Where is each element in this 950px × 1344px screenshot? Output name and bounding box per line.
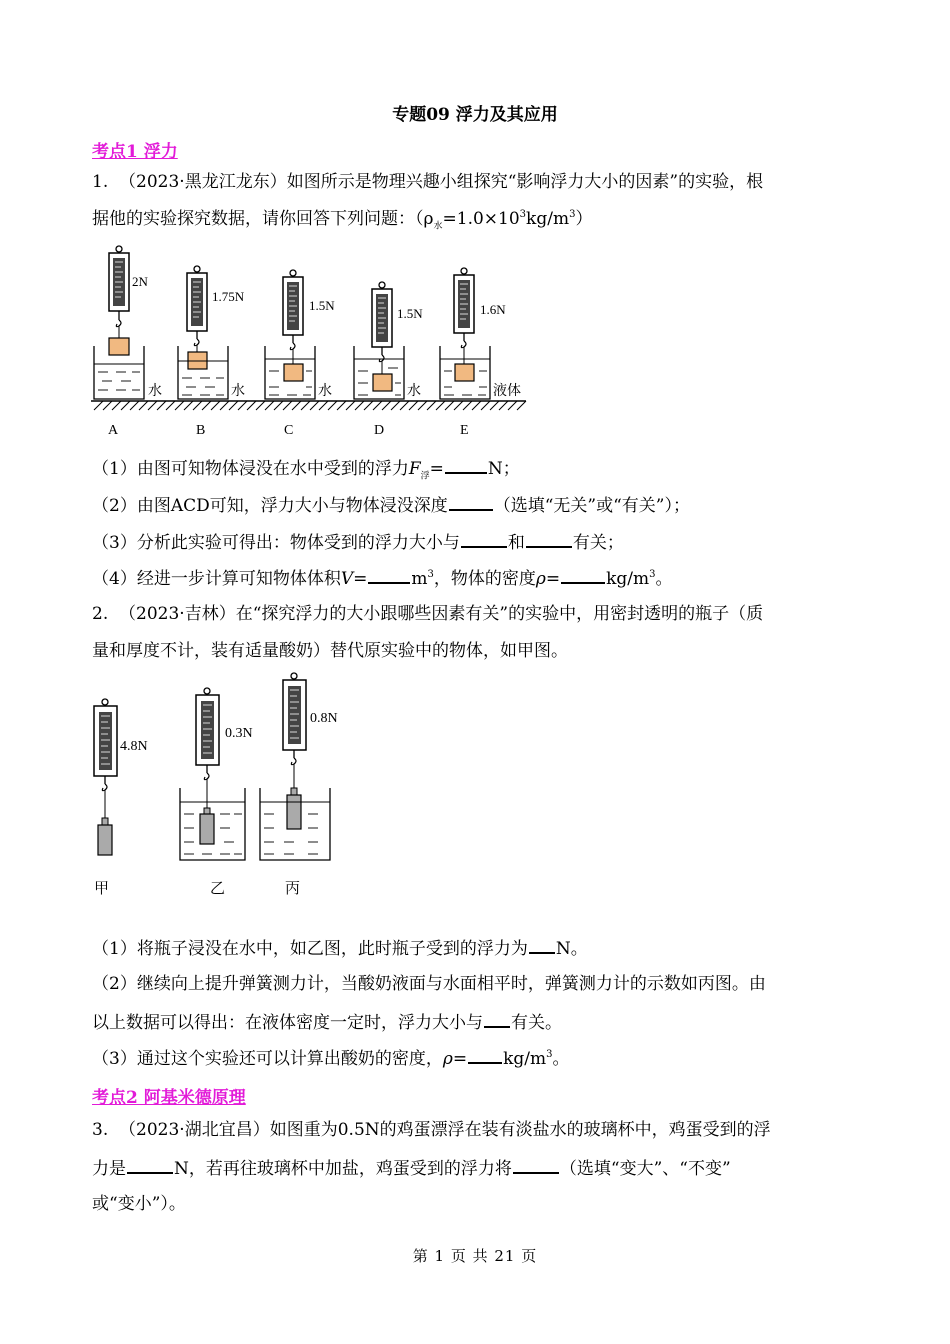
ground-hatching <box>94 401 526 410</box>
answer-blank[interactable] <box>526 530 572 548</box>
q1-p3-text: （3）分析此实验可得出：物体受到的浮力大小与 <box>92 533 460 553</box>
q1-text-a: 如图所示是物理兴趣小组探究“影响浮力大小的因素”的实验，根 <box>286 172 764 192</box>
page-title: 专题09 浮力及其应用 <box>392 105 558 125</box>
q1-figure <box>88 238 528 443</box>
q1-p4-rho: ρ <box>535 569 546 589</box>
setup-e <box>440 268 521 438</box>
q3-text-b2: N，若再往玻璃杯中加盐，鸡蛋受到的浮力将 <box>174 1159 512 1179</box>
answer-blank[interactable] <box>461 530 507 548</box>
block-a <box>109 338 129 355</box>
page-footer: 第 1 页 共 21 页 <box>412 1247 538 1265</box>
reading-c: 1.5N <box>309 298 335 313</box>
q2-p1-text: （1）将瓶子浸没在水中，如乙图，此时瓶子受到的浮力为 <box>92 939 528 959</box>
bottle-bing <box>287 795 301 829</box>
q3-text-c: 或“变小”）。 <box>92 1194 186 1214</box>
reading-a: 2N <box>132 274 148 289</box>
q1-p1-F: F <box>408 459 421 479</box>
q2-line-1 <box>92 603 763 625</box>
q1-p1-unit: N； <box>487 459 520 479</box>
q1-text-e: ） <box>575 209 593 229</box>
q1-text-d: kg/m <box>526 209 570 229</box>
liquid-label-d: 水 <box>407 384 421 399</box>
q1-line-2 <box>92 208 592 230</box>
answer-blank[interactable] <box>468 1046 502 1064</box>
label-e: E <box>460 423 469 438</box>
q1-p1-eq: = <box>429 459 444 479</box>
q2-p1-unit: N。 <box>555 939 588 959</box>
q1-p4-V: V <box>340 569 354 589</box>
label-c: C <box>284 423 294 438</box>
q1-text-c: =1.0×10 <box>442 209 520 229</box>
q1-p4-eq: = <box>353 569 368 589</box>
q2-text-a: 在“探究浮力的大小跟哪些因素有关”的实验中，用密封透明的瓶子（质 <box>235 604 764 624</box>
block-c <box>284 364 303 381</box>
q1-part-3 <box>92 530 624 554</box>
bottle-jia <box>98 825 112 855</box>
q1-p4-text-d: ，物体的密度 <box>433 569 536 589</box>
reading-jia: 4.8N <box>120 739 148 754</box>
reading-yi: 0.3N <box>225 726 253 741</box>
q1-p4-exp-2: 3 <box>649 569 656 580</box>
answer-blank[interactable] <box>513 1156 559 1174</box>
answer-blank[interactable] <box>484 1010 510 1028</box>
answer-blank[interactable] <box>529 936 555 954</box>
q1-p4-unit-2: kg/m <box>606 569 650 589</box>
section-heading-buoyancy: 考点1 浮力 <box>92 142 178 162</box>
label-d: D <box>374 423 385 438</box>
reading-bing: 0.8N <box>310 711 338 726</box>
q1-part-4 <box>92 566 673 590</box>
label-yi: 乙 <box>210 881 226 897</box>
q3-line-3 <box>92 1193 186 1215</box>
reading-d: 1.5N <box>397 306 423 321</box>
q1-part-1 <box>92 456 520 480</box>
q1-p1-subscript: 浮 <box>420 471 430 482</box>
reading-e: 1.6N <box>480 302 506 317</box>
block-d <box>373 374 392 391</box>
liquid-label-e: 液体 <box>493 384 521 399</box>
bottle-yi <box>200 814 214 844</box>
q1-number: 1. <box>92 172 109 192</box>
q1-part-2 <box>92 493 690 517</box>
q1-p3-and: 和 <box>507 533 525 553</box>
q1-p2-text: （2）由图ACD可知，浮力大小与物体浸没深度 <box>92 496 448 516</box>
answer-blank[interactable] <box>127 1156 173 1174</box>
q2-p2-text: （2）继续向上提升弹簧测力计，当酸奶液面与水面相平时，弹簧测力计的示数如丙图。由 <box>92 974 766 994</box>
q1-source: （2023·黑龙江龙东） <box>119 172 287 192</box>
label-a: A <box>108 423 119 438</box>
q1-line-1 <box>92 171 763 193</box>
q2-p3-rho: ρ <box>442 1049 453 1069</box>
q2-part-3 <box>92 1046 569 1070</box>
answer-blank[interactable] <box>368 566 410 584</box>
q1-p4-eq-2: = <box>545 569 561 589</box>
q2-source: （2023·吉林） <box>119 604 236 624</box>
q2-p2-text-b: 以上数据可以得出：在液体密度一定时，浮力大小与 <box>92 1013 483 1033</box>
q2-p3-end: 。 <box>552 1049 570 1069</box>
label-bing: 丙 <box>285 881 301 897</box>
q2-text-b: 量和厚度不计，装有适量酸奶）替代原实验中的物体，如甲图。 <box>92 641 568 661</box>
q1-p4-unit: m <box>411 569 428 589</box>
q1-p4-end: 。 <box>655 569 673 589</box>
setup-bing <box>260 673 338 897</box>
section-heading-archimedes: 考点2 阿基米德原理 <box>92 1088 246 1108</box>
answer-blank[interactable] <box>449 493 493 511</box>
liquid-label-a: 水 <box>148 384 162 399</box>
q2-part-2-cont <box>92 1010 562 1034</box>
liquid-label-c: 水 <box>318 384 332 399</box>
q1-p1-text: （1）由图可知物体浸没在水中受到的浮力 <box>92 459 409 479</box>
q3-line-1 <box>92 1119 771 1141</box>
q1-text-b: 据他的实验探究数据，请你回答下列问题：（ρ <box>92 209 434 229</box>
label-b: B <box>196 423 206 438</box>
q2-p3-exp: 3 <box>546 1049 553 1060</box>
reading-b: 1.75N <box>212 289 245 304</box>
q2-part-2 <box>92 973 766 995</box>
q1-p4-text: （4）经进一步计算可知物体体积 <box>92 569 341 589</box>
liquid-label-b: 水 <box>231 384 245 399</box>
q1-p3-text-c: 有关； <box>572 533 624 553</box>
q1-p2-text-b: （选填“无关”或“有关”）； <box>493 496 690 516</box>
setup-d <box>354 282 423 438</box>
q3-number: 3. <box>92 1120 109 1140</box>
q2-number: 2. <box>92 604 109 624</box>
block-e <box>455 364 474 381</box>
setup-yi <box>180 688 253 897</box>
label-jia: 甲 <box>94 881 110 897</box>
q1-p4-exp: 3 <box>427 569 434 580</box>
q2-line-2 <box>92 640 568 662</box>
setup-c <box>265 270 335 438</box>
setup-jia <box>94 699 148 897</box>
q2-figure <box>88 668 368 903</box>
q2-p3-text: （3）通过这个实验还可以计算出酸奶的密度， <box>92 1049 443 1069</box>
q3-text-b3: （选填“变大”、“不变” <box>559 1159 731 1179</box>
q3-source: （2023·湖北宜昌） <box>119 1120 270 1140</box>
q1-rho-subscript: 水 <box>433 221 443 232</box>
answer-blank[interactable] <box>561 566 605 584</box>
q2-part-1 <box>92 936 588 960</box>
q3-text-a: 如图重为0.5N的鸡蛋漂浮在装有淡盐水的玻璃杯中，鸡蛋受到的浮 <box>269 1120 771 1140</box>
q1-exponent: 3 <box>519 209 527 220</box>
q3-text-b1: 力是 <box>92 1159 126 1179</box>
q1-exponent-2: 3 <box>569 209 576 220</box>
q2-p2-text-c: 有关。 <box>511 1013 562 1033</box>
answer-blank[interactable] <box>445 456 487 474</box>
q3-line-2 <box>92 1156 731 1180</box>
q2-p3-unit: kg/m <box>503 1049 547 1069</box>
q2-p3-eq: = <box>452 1049 468 1069</box>
setup-b <box>178 266 245 438</box>
